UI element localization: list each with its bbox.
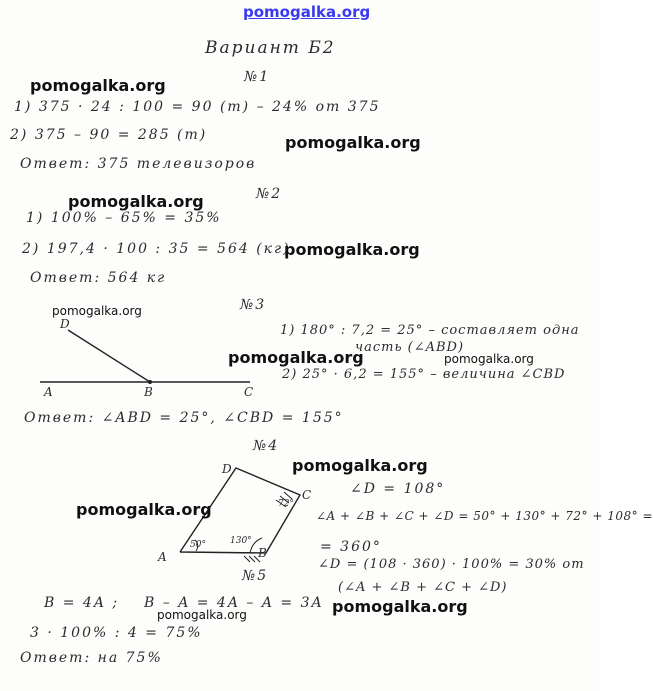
task5-line1: B = 4A ; — [44, 595, 120, 611]
task1-line1: 1) 375 · 24 : 100 = 90 (т) – 24% от 375 — [14, 99, 381, 115]
watermark-6: pomogalka.org — [228, 348, 364, 367]
watermark-2: pomogalka.org — [285, 133, 421, 152]
task2-answer: Ответ: 564 кг — [30, 270, 167, 286]
watermark-3: pomogalka.org — [68, 192, 204, 211]
task5-answer: Ответ: на 75% — [20, 650, 163, 666]
watermark-9: pomogalka.org — [76, 500, 212, 519]
watermark-8: pomogalka.org — [292, 456, 428, 475]
task3-answer: Ответ: ∠ABD = 25°, ∠CBD = 155° — [24, 410, 344, 426]
watermark-7: pomogalka.org — [444, 352, 534, 366]
task4-line2: ∠A + ∠B + ∠C + ∠D = 50° + 130° + 72° + 108° = — [316, 509, 653, 523]
task4-angle-c: 72° — [278, 499, 294, 509]
task2-number: №2 — [256, 186, 283, 202]
task4-label-a: A — [158, 550, 169, 564]
watermark-10: pomogalka.org — [332, 597, 468, 616]
task3-label-b: B — [144, 385, 155, 399]
task4-label-d: D — [222, 462, 234, 476]
task4-angle-b: 130° — [230, 536, 252, 546]
watermark-5: pomogalka.org — [52, 304, 142, 318]
task3-number: №3 — [240, 297, 267, 313]
task4-line1: ∠D = 108° — [350, 481, 446, 497]
watermark-top[interactable]: pomogalka.org — [243, 3, 371, 21]
task4-line5: (∠A + ∠B + ∠C + ∠D) — [338, 580, 508, 595]
task5-line2: B – A = 4A – A = 3A — [144, 595, 324, 611]
task4-angle-a: 50° — [190, 540, 206, 550]
watermark-1: pomogalka.org — [30, 76, 166, 95]
task5-line3: 3 · 100% : 4 = 75% — [30, 625, 203, 641]
watermark-4: pomogalka.org — [284, 240, 420, 259]
task3-label-c: C — [244, 385, 256, 399]
task4-line4: ∠D = (108 · 360) · 100% = 30% от — [318, 557, 585, 572]
task3-ray-bd — [68, 330, 150, 382]
task4-label-b: B — [258, 546, 269, 560]
task3-line1b: часть (∠ABD) — [355, 340, 465, 355]
task3-label-d: D — [60, 317, 72, 331]
task1-line2: 2) 375 – 90 = 285 (т) — [10, 127, 208, 143]
task4-label-c: C — [302, 488, 314, 502]
task5-number: №5 — [242, 568, 269, 584]
task3-line1: 1) 180° : 7,2 = 25° – составляет одна — [280, 323, 580, 338]
task3-line2: 2) 25° · 6,2 = 155° – величина ∠CBD — [282, 367, 566, 382]
variant-title: Вариант Б2 — [205, 38, 336, 58]
task4-line3: = 360° — [320, 539, 382, 555]
task3-point-b — [148, 380, 152, 384]
task2-line2: 2) 197,4 · 100 : 35 = 564 (кг) — [22, 241, 291, 257]
task4-number: №4 — [253, 438, 280, 454]
task1-answer: Ответ: 375 телевизоров — [20, 156, 257, 172]
watermark-11: pomogalka.org — [157, 608, 247, 622]
task1-number: №1 — [244, 69, 271, 85]
task3-label-a: A — [44, 385, 55, 399]
task2-line1: 1) 100% – 65% = 35% — [26, 210, 222, 226]
